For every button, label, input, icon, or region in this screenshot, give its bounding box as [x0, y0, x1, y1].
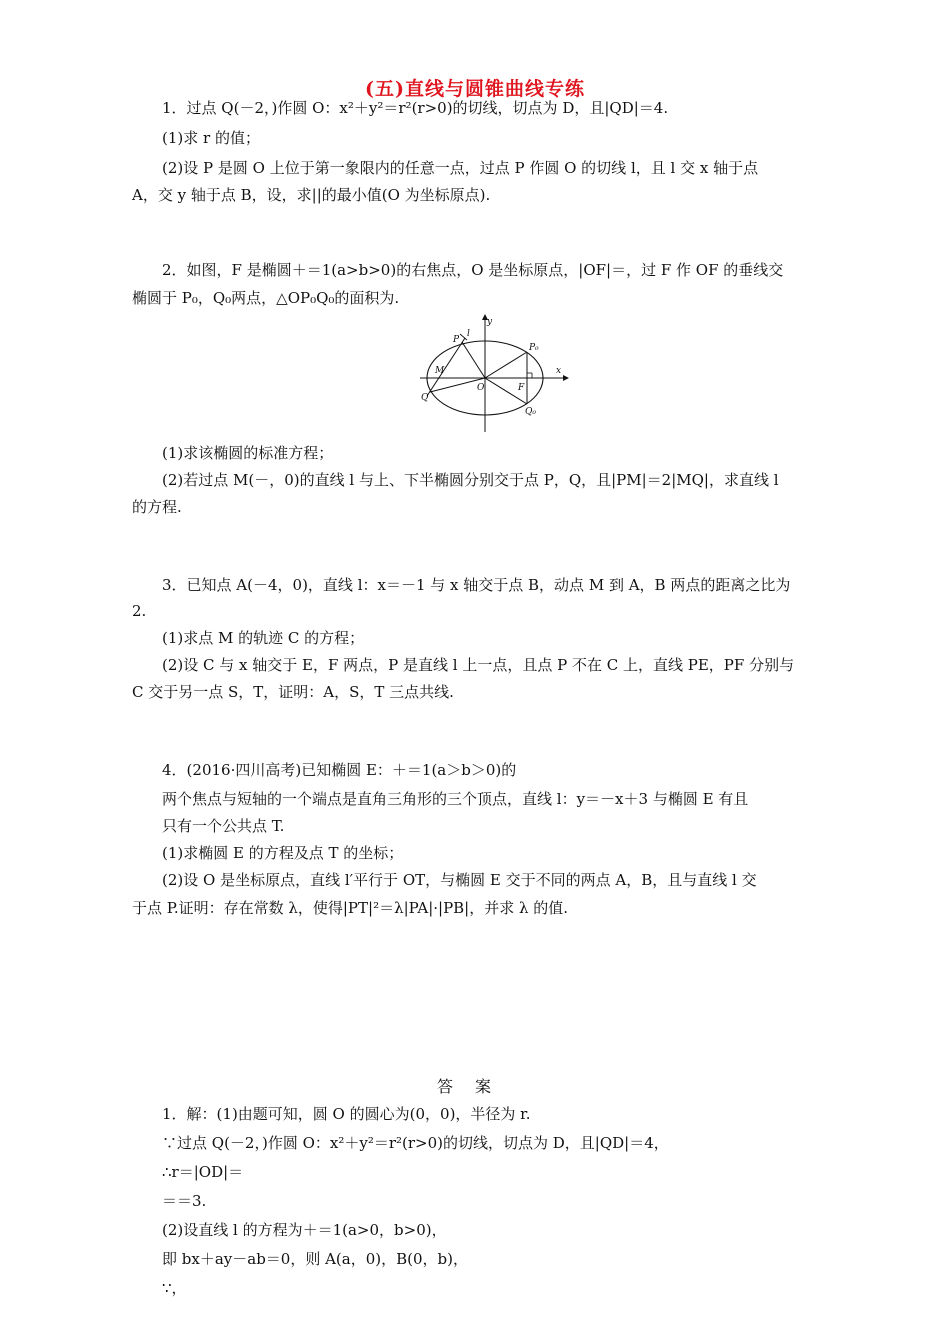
- problem-2-part-1: (1)求该椭圆的标准方程；: [162, 444, 334, 462]
- problem-4-part-2-cont: 于点 P.证明：存在常数 λ，使得|PT|²＝λ|PA|·|PB|，并求 λ 的值.: [132, 899, 569, 917]
- problem-3-part-2-cont: C 交于另一点 S，T，证明：A，S，T 三点共线.: [132, 683, 454, 701]
- line-l: [427, 338, 465, 396]
- problem-4-stem: 4．(2016·四川高考)已知椭圆 E：＋＝1(a＞b＞0)的: [162, 761, 517, 779]
- problem-3-stem: 3．已知点 A(－4，0)，直线 l：x＝－1 与 x 轴交于点 B，动点 M 到 A，B 两点的距离之比为: [162, 576, 791, 594]
- problem-2-stem: 2．如图，F 是椭圆＋＝1(a>b>0)的右焦点，O 是坐标原点，|OF|＝，过 F 作 OF 的垂线交: [162, 261, 784, 279]
- problem-1-part-2-cont: A，交 y 轴于点 B，设，求||的最小值(O 为坐标原点).: [132, 186, 491, 204]
- label-y: y: [487, 317, 493, 327]
- problem-3-part-2: (2)设 C 与 x 轴交于 E，F 两点，P 是直线 l 上一点，且点 P 不在 C 上，直线 PE，PF 分别与: [162, 656, 795, 674]
- problem-1-part-1: (1)求 r 的值；: [162, 129, 260, 147]
- ellipse-diagram: [415, 312, 575, 434]
- problem-1-stem: 1．过点 Q(－2，)作圆 O：x²＋y²＝r²(r>0)的切线，切点为 D，且|QD|＝4.: [162, 99, 669, 117]
- x-axis-arrow: [563, 375, 569, 381]
- answer-line: ∴r＝|OD|＝: [162, 1163, 244, 1181]
- label-l: l: [467, 329, 470, 339]
- problem-2-part-2: (2)若过点 M(－，0)的直线 l 与上、下半椭圆分别交于点 P，Q，且|PM|＝2|MQ|，求直线 l: [162, 471, 779, 489]
- ellipse-figure: [415, 312, 575, 434]
- page-title: (五)直线与圆锥曲线专练: [365, 78, 585, 100]
- answer-line: (2)设直线 l 的方程为＋＝1(a>0，b>0)，: [162, 1221, 447, 1239]
- answer-line: 1．解：(1)由题可知，圆 O 的圆心为(0，0)，半径为 r.: [162, 1105, 531, 1123]
- problem-4-part-2: (2)设 O 是坐标原点，直线 l′平行于 OT，与椭圆 E 交于不同的两点 A，B，且与直线 l 交: [162, 871, 757, 889]
- label-q0: Q₀: [525, 407, 536, 417]
- answer-line: ∵，: [162, 1279, 187, 1297]
- problem-1-part-2: (2)设 P 是圆 O 上位于第一象限内的任意一点，过点 P 作圆 O 的切线 l，且 l 交 x 轴于点: [162, 159, 759, 177]
- label-o: O: [477, 383, 485, 393]
- label-x: x: [556, 366, 562, 376]
- o-p-segment: [462, 342, 485, 378]
- label-p: P: [453, 335, 460, 345]
- problem-3-stem-cont: 2.: [132, 602, 147, 620]
- label-p0: P₀: [529, 343, 539, 353]
- answer-line: ∵过点 Q(－2，)作圆 O：x²＋y²＝r²(r>0)的切线，切点为 D，且|QD|＝4，: [162, 1134, 669, 1152]
- o-p0-segment: [485, 352, 527, 378]
- problem-3-part-1: (1)求点 M 的轨迹 C 的方程；: [162, 629, 365, 647]
- problem-4-stem-cont-2: 只有一个公共点 T.: [162, 817, 285, 835]
- line-l-ext: [460, 334, 467, 340]
- answer-line: ＝＝3.: [162, 1192, 207, 1210]
- label-q: Q: [421, 393, 429, 403]
- problem-2-stem-cont: 椭圆于 P₀，Q₀两点，△OP₀Q₀的面积为.: [132, 289, 400, 307]
- answer-line: 即 bx＋ay－ab＝0，则 A(a，0)，B(0，b)，: [162, 1250, 468, 1268]
- problem-4-part-1: (1)求椭圆 E 的方程及点 T 的坐标；: [162, 844, 404, 862]
- problem-2-part-2-cont: 的方程.: [132, 498, 182, 516]
- answer-heading: 答案: [436, 1077, 513, 1096]
- label-f: F: [518, 383, 525, 393]
- problem-4-stem-cont-1: 两个焦点与短轴的一个端点是直角三角形的三个顶点，直线 l：y＝－x＋3 与椭圆 E 有且: [162, 790, 749, 808]
- label-m: M: [435, 366, 445, 376]
